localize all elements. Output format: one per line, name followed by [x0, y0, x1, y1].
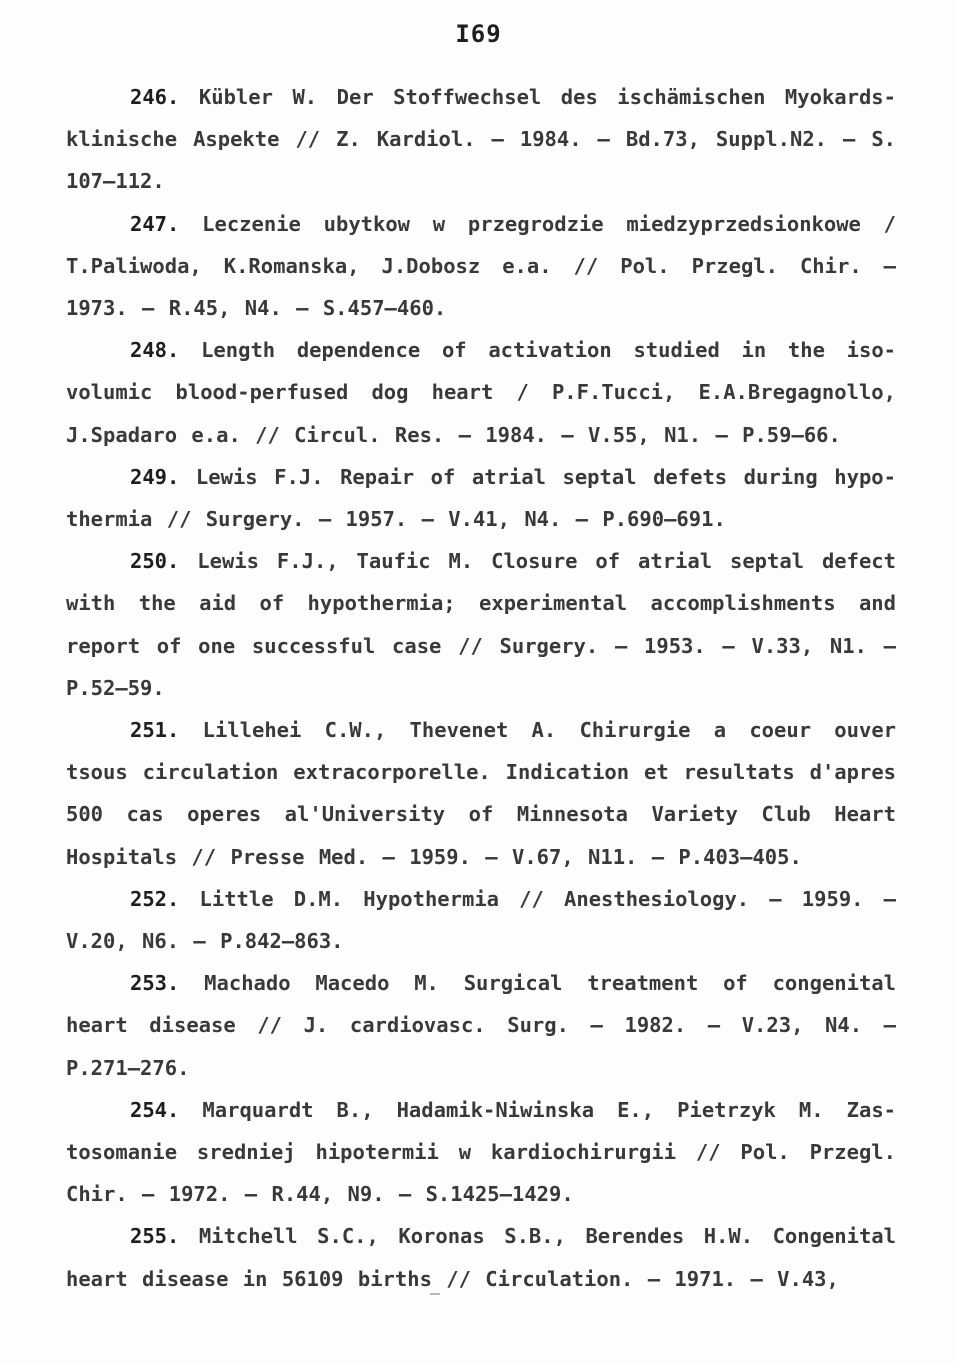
reference-text: Lewis F.J., Taufic M. Closure of atrial septal defect with the aid of hypothermia; experimental accomplishments and report of one successful case // Surgery. – 1953. – V.33, N1. – P.52–59. — [66, 549, 896, 700]
reference-number: 249. — [130, 464, 180, 489]
reference-item — [66, 76, 896, 203]
reference-text: Mitchell S.C., Koronas S.B., Berendes H.W. Congenital heart disease in 56109 births // Circulation. – 1971. – V.43, — [66, 1224, 896, 1291]
reference-item — [66, 456, 896, 540]
reference-item — [66, 540, 896, 709]
reference-text: Little D.M. Hypothermia // Anesthesiology. – 1959. – V.20, N6. – P.842–863. — [66, 886, 896, 954]
reference-number: 255. — [130, 1224, 180, 1249]
reference-number: 251. — [130, 718, 180, 743]
reference-text: Length dependence of activation studied in the iso-volumic blood-perfused dog heart / P.F.Tucci, E.A.Bregagnollo, J.Spadaro e.a. // Circul. Res. – 1984. – V.55, N1. – P.59–66. — [66, 338, 896, 447]
scan-smudge — [430, 1293, 440, 1295]
reference-number: 254. — [130, 1097, 180, 1122]
reference-text: Marquardt B., Hadamik-Niwinska E., Pietrzyk M. Zas-tosomanie sredniej hipotermii w kardiochirurgii // Pol. Przegl. Chir. – 1972. – R.44, N9. – S.1425–1429. — [66, 1097, 897, 1207]
reference-number: 252. — [130, 886, 180, 911]
reference-number: 247. — [130, 211, 180, 236]
reference-item — [66, 878, 896, 962]
reference-text: Leczenie ubytkow w przegrodzie miedzyprzedsionkowe / T.Paliwoda, K.Romanska, J.Dobosz e.a. // Pol. Przegl. Chir. – 1973. – R.45, N4. – S.457–460. — [66, 211, 896, 321]
reference-item — [66, 203, 896, 330]
reference-item — [66, 709, 896, 878]
reference-item — [66, 1215, 896, 1299]
reference-number: 246. — [130, 85, 180, 109]
reference-number: 253. — [130, 971, 180, 996]
reference-text: Lewis F.J. Repair of atrial septal defets during hypo-thermia // Surgery. – 1957. – V.41, N4. – P.690–691. — [66, 464, 896, 532]
reference-text: Lillehei C.W., Thevenet A. Chirurgie a coeur ouver tsous circulation extracorporelle. Indication et resultats d'apres 500 cas operes al'University of Minnesota Variety Club Heart Hospitals // Presse Med. – 1959. – V.67, N11. – P.403–405. — [66, 718, 897, 869]
reference-number: 250. — [130, 549, 180, 574]
reference-item — [66, 1089, 896, 1216]
reference-text: Machado Macedo M. Surgical treatment of congenital heart disease // J. cardiovasc. Surg. – 1982. – V.23, N4. – P.271–276. — [66, 971, 896, 1080]
reference-item — [66, 329, 896, 456]
reference-number: 248. — [130, 338, 180, 363]
reference-item — [66, 962, 896, 1089]
reference-list — [66, 76, 896, 1300]
reference-text: Kübler W. Der Stoffwechsel des ischämischen Myokards-klinische Aspekte // Z. Kardiol. – 1984. – Bd.73, Suppl.N2. – S. 107–112. — [66, 85, 896, 194]
page-number: I69 — [455, 20, 502, 48]
